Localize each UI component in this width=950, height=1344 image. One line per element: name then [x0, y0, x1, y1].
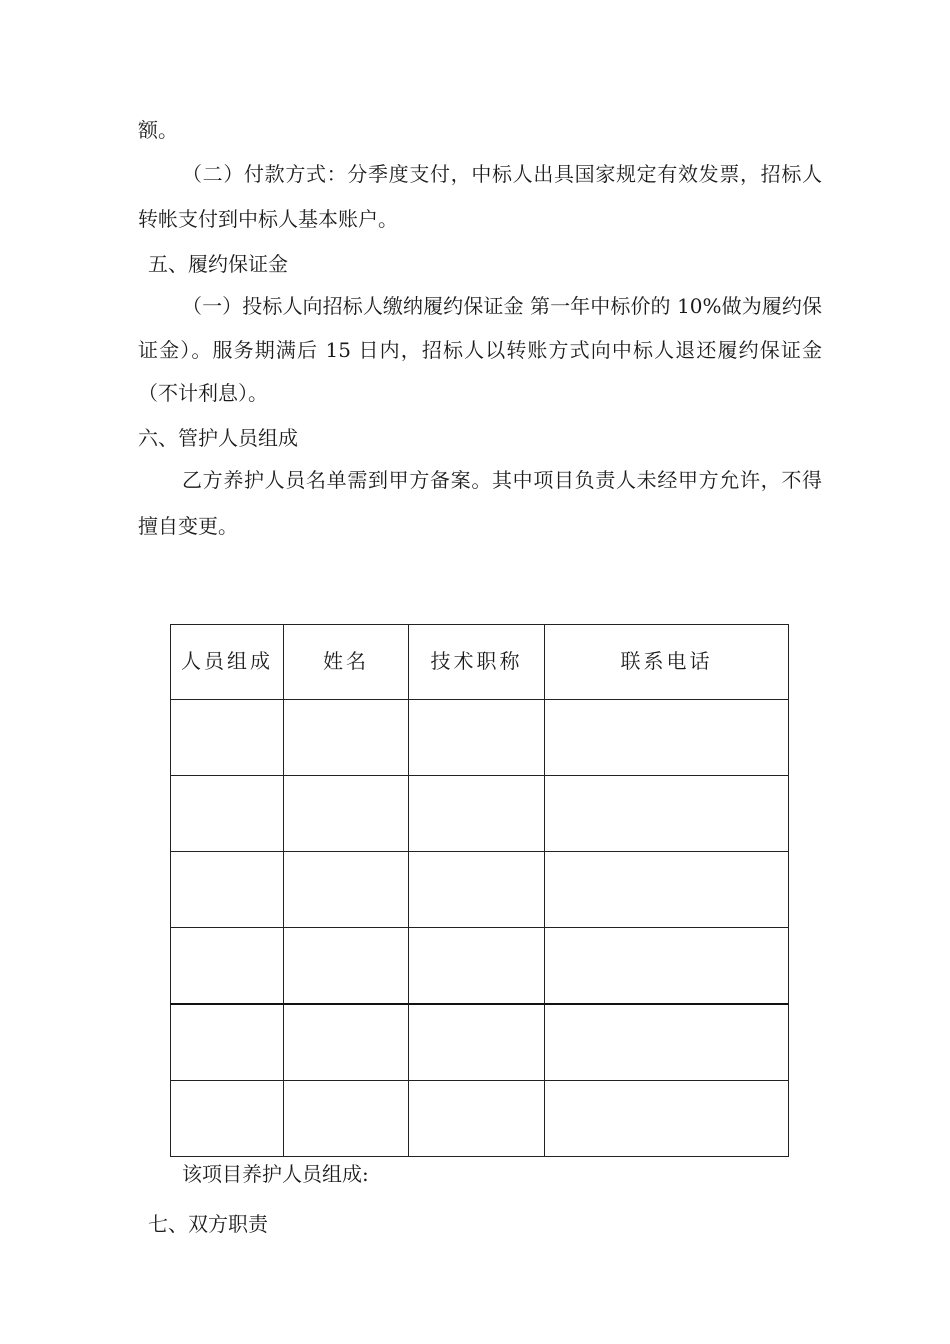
staff-filing-line-2: 擅自变更。 [138, 514, 238, 538]
table-cell [545, 852, 789, 928]
table-cell [545, 776, 789, 852]
table-header-row [171, 625, 789, 700]
table-cell [284, 776, 409, 852]
table-cell [409, 700, 545, 776]
table-row [171, 700, 789, 776]
table-cell [409, 1081, 545, 1157]
header-title: 技术职称 [409, 625, 545, 700]
header-role: 人员组成 [171, 625, 284, 700]
header-name: 姓名 [284, 625, 409, 700]
table-row [171, 1004, 789, 1081]
table-cell [409, 852, 545, 928]
table-row [171, 852, 789, 928]
header-phone: 联系电话 [545, 625, 789, 700]
table-cell [409, 776, 545, 852]
table-cell [284, 1004, 409, 1081]
table-cell [409, 1004, 545, 1081]
table-caption: 该项目养护人员组成: [182, 1162, 369, 1186]
table-cell [545, 700, 789, 776]
section-heading-5: 五、履约保证金 [148, 252, 288, 276]
table-row [171, 928, 789, 1005]
table-cell [171, 852, 284, 928]
table-cell [409, 928, 545, 1005]
table-cell [284, 1081, 409, 1157]
table-cell [171, 928, 284, 1005]
table-cell [171, 776, 284, 852]
paragraph-amount-tail: 额。 [138, 118, 178, 142]
deposit-line-3: （不计利息）。 [138, 381, 268, 405]
table-cell [171, 1004, 284, 1081]
table-row [171, 776, 789, 852]
table-row [171, 1081, 789, 1157]
deposit-line-1: （一）投标人向招标人缴纳履约保证金 第一年中标价的 10%做为履约保 [182, 294, 822, 318]
payment-method-line-2: 转帐支付到中标人基本账户。 [138, 207, 398, 231]
section-heading-6: 六、管护人员组成 [138, 426, 298, 450]
table-cell [284, 700, 409, 776]
table-cell [545, 928, 789, 1005]
table-cell [284, 928, 409, 1005]
payment-method-line-1: （二）付款方式：分季度支付，中标人出具国家规定有效发票，招标人 [182, 162, 822, 186]
table-cell [545, 1081, 789, 1157]
staff-table [170, 624, 789, 1157]
table-cell [284, 852, 409, 928]
table-cell [545, 1004, 789, 1081]
deposit-line-2: 证金）。服务期满后 15 日内，招标人以转账方式向中标人退还履约保证金 [138, 338, 822, 362]
section-heading-7: 七、双方职责 [148, 1212, 268, 1236]
table-cell [171, 700, 284, 776]
staff-filing-line-1: 乙方养护人员名单需到甲方备案。其中项目负责人未经甲方允许，不得 [182, 468, 822, 492]
table-cell [171, 1081, 284, 1157]
